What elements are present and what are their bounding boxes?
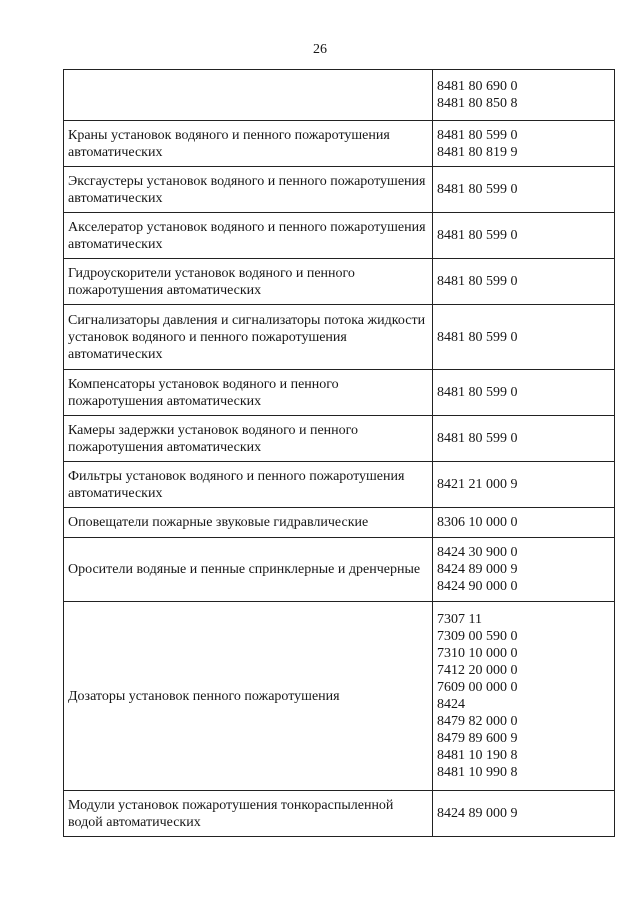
product-name-cell: Гидроускорители установок водяного и пенного пожаротушения автоматических [64, 259, 433, 305]
code-line: 8481 10 990 8 [437, 765, 518, 780]
product-name-cell [64, 70, 433, 121]
code-line: 8481 10 190 8 [437, 748, 518, 763]
code-line: 7309 00 590 0 [437, 629, 518, 644]
code-line: 8481 80 850 8 [437, 96, 518, 111]
code-cell [433, 259, 615, 305]
product-name-cell: Эксгаустеры установок водяного и пенного пожаротушения автоматических [64, 167, 433, 213]
code-line: 8481 80 819 9 [437, 144, 518, 160]
product-name-cell: Сигнализаторы давления и сигнализаторы потока жидкости установок водяного и пенного пожаротушения автоматических [64, 305, 433, 370]
code-cell [433, 167, 615, 213]
code-line: 8481 80 599 0 [437, 127, 518, 143]
code-cell [433, 508, 615, 538]
product-name-cell: Фильтры установок водяного и пенного пожаротушения автоматических [64, 462, 433, 508]
code-cell [433, 462, 615, 508]
product-name-cell: Камеры задержки установок водяного и пенного пожаротушения автоматических [64, 416, 433, 462]
table-row [64, 416, 615, 462]
code-line: 8481 80 599 0 [437, 228, 518, 243]
table-row [64, 213, 615, 259]
code-line: 8481 80 599 0 [437, 431, 518, 446]
code-line: 8424 89 000 9 [437, 562, 518, 577]
code-line: 8481 80 599 0 [437, 329, 518, 345]
table-row [64, 538, 615, 602]
table-row [64, 508, 615, 538]
product-name-cell: Краны установок водяного и пенного пожаротушения автоматических [64, 121, 433, 167]
classification-table [63, 69, 615, 837]
table-row [64, 121, 615, 167]
code-line: 8424 30 900 0 [437, 545, 518, 560]
page-number: 26 [313, 42, 327, 57]
code-cell [433, 370, 615, 416]
code-line: 7307 11 [437, 612, 482, 627]
table-row [64, 70, 615, 121]
code-cell [433, 416, 615, 462]
product-name-cell: Оповещатели пожарные звуковые гидравлические [64, 508, 433, 538]
table-row [64, 167, 615, 213]
product-name-cell: Оросители водяные и пенные спринклерные и дренчерные [64, 538, 433, 602]
product-name-cell: Акселератор установок водяного и пенного пожаротушения автоматических [64, 213, 433, 259]
code-cell [433, 70, 615, 121]
code-line: 8424 [437, 697, 465, 712]
table-row [64, 259, 615, 305]
product-name-cell: Дозаторы установок пенного пожаротушения [64, 602, 433, 791]
code-line: 8481 80 690 0 [437, 79, 518, 94]
table-row [64, 602, 615, 791]
code-line: 8421 21 000 9 [437, 477, 518, 492]
code-line: 7310 10 000 0 [437, 646, 518, 661]
code-line: 8479 89 600 9 [437, 731, 518, 746]
code-cell [433, 305, 615, 370]
code-line: 8479 82 000 0 [437, 714, 518, 729]
code-cell [433, 213, 615, 259]
code-line: 8481 80 599 0 [437, 385, 518, 400]
code-line: 7412 20 000 0 [437, 663, 518, 678]
code-line: 8481 80 599 0 [437, 274, 518, 289]
code-cell [433, 602, 615, 791]
code-line: 8424 90 000 0 [437, 579, 518, 594]
code-cell [433, 791, 615, 837]
table-row [64, 791, 615, 837]
table-row [64, 370, 615, 416]
code-cell [433, 538, 615, 602]
product-name-cell: Модули установок пожаротушения тонкораспыленной водой автоматических [64, 791, 433, 837]
product-name-cell: Компенсаторы установок водяного и пенного пожаротушения автоматических [64, 370, 433, 416]
table-row [64, 305, 615, 370]
code-line: 8481 80 599 0 [437, 182, 518, 197]
table-row [64, 462, 615, 508]
code-line: 7609 00 000 0 [437, 680, 518, 695]
code-line: 8306 10 000 0 [437, 515, 518, 530]
code-cell [433, 121, 615, 167]
table-body [64, 70, 615, 837]
code-line: 8424 89 000 9 [437, 806, 518, 821]
